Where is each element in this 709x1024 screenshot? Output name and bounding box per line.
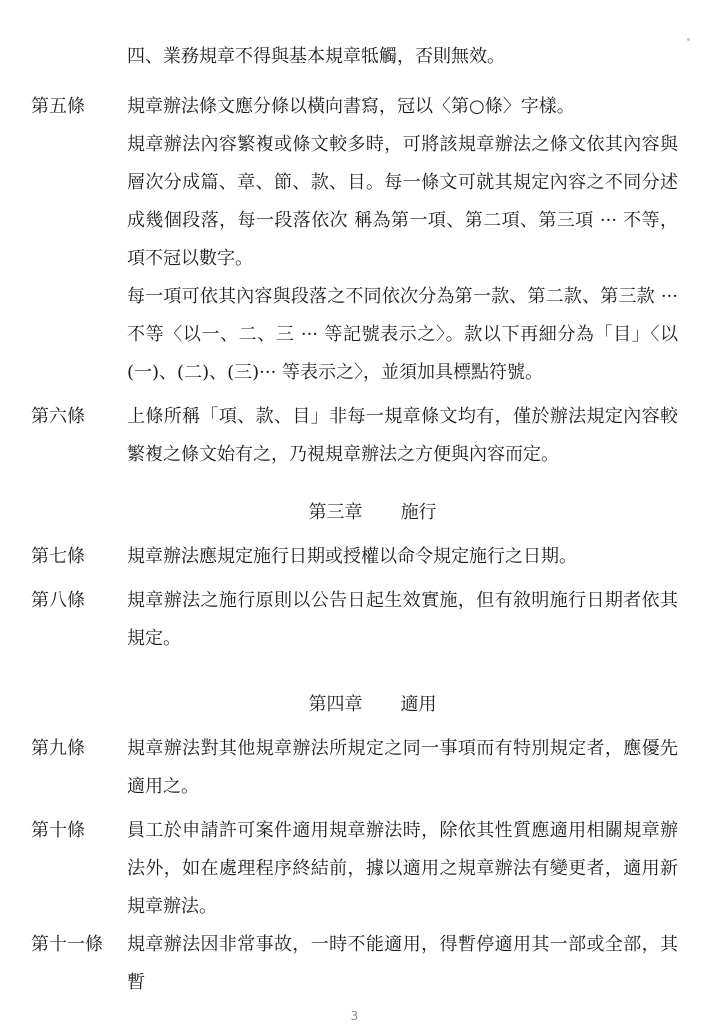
article-paragraph: 上條所稱「項、款、目」非每一規章條文均有，僅於辦法規定內容較繁複之條文始有之，乃視規章辦法之方便與內容而定。 xyxy=(127,406,678,465)
article-row-11 xyxy=(31,926,678,1002)
article-number: 第九條 xyxy=(31,738,85,759)
scan-artifact-dot xyxy=(687,38,690,41)
article-row-7 xyxy=(31,538,678,576)
article-body xyxy=(127,730,678,806)
clause-continuation-row xyxy=(31,38,678,76)
article-body xyxy=(127,926,678,1002)
article-paragraph: 規章辦法因非常事故，一時不能適用，得暫停適用其一部或全部，其暫 xyxy=(127,934,678,993)
article-row-9 xyxy=(31,730,678,806)
article-paragraph: 每一項可依其內容與段落之不同依次分為第一款、第二款、第三款 ··· 不等〈以一、二、三 ··· 等記號表示之〉。款以下再細分為「目」〈以(一)、(二)、(三)··· 等表示之〉，並須加具標點符號。 xyxy=(127,286,678,383)
chapter-number: 第四章 xyxy=(308,694,363,715)
article-number: 第十條 xyxy=(31,820,85,841)
article-paragraph: 規章辦法之施行原則以公告日起生效實施，但有敘明施行日期者依其規定。 xyxy=(127,590,678,649)
article-row-6 xyxy=(31,398,678,474)
article-paragraph: 規章辦法條文應分條以橫向書寫，冠以〈第○條〉字樣。 xyxy=(127,96,575,117)
article-row-8 xyxy=(31,582,678,658)
article-number: 第五條 xyxy=(31,96,85,117)
article-paragraph: 員工於申請許可案件適用規章辦法時，除依其性質應適用相關規章辦法外，如在處理程序終結前，據以適用之規章辦法有變更者，適用新規章辦法。 xyxy=(127,820,678,917)
chapter-title: 施行 xyxy=(400,502,437,523)
page-number: 3 xyxy=(350,1009,359,1023)
article-number: 第十一條 xyxy=(31,934,103,955)
article-paragraph: 規章辦法應規定施行日期或授權以命令規定施行之日期。 xyxy=(127,546,577,567)
article-number: 第八條 xyxy=(31,590,85,611)
article-row-5 xyxy=(31,88,678,392)
article-body xyxy=(127,812,678,926)
article-body xyxy=(127,582,678,658)
article-row-10 xyxy=(31,812,678,926)
chapter-title: 適用 xyxy=(400,694,437,715)
article-body xyxy=(127,88,678,392)
article-paragraph: 規章辦法內容繁複或條文較多時，可將該規章辦法之條文依其內容與層次分成篇、章、節、款、目。每一條文可就其規定內容之不同分述成幾個段落，每一段落依次 稱為第一項、第二項、第三項 ··· 不等，項不冠以數字。 xyxy=(127,134,678,269)
chapter-heading-4 xyxy=(31,686,678,724)
article-body xyxy=(127,538,678,576)
article-number: 第六條 xyxy=(31,406,85,427)
article-number: 第七條 xyxy=(31,546,85,567)
chapter-number: 第三章 xyxy=(308,502,363,523)
article-paragraph: 規章辦法對其他規章辦法所規定之同一事項而有特別規定者，應優先適用之。 xyxy=(127,738,678,797)
clause-text: 四、業務規章不得與基本規章牴觸，否則無效。 xyxy=(127,46,505,67)
chapter-heading-3 xyxy=(31,494,678,532)
article-body xyxy=(127,398,678,474)
clause-body xyxy=(127,38,678,76)
